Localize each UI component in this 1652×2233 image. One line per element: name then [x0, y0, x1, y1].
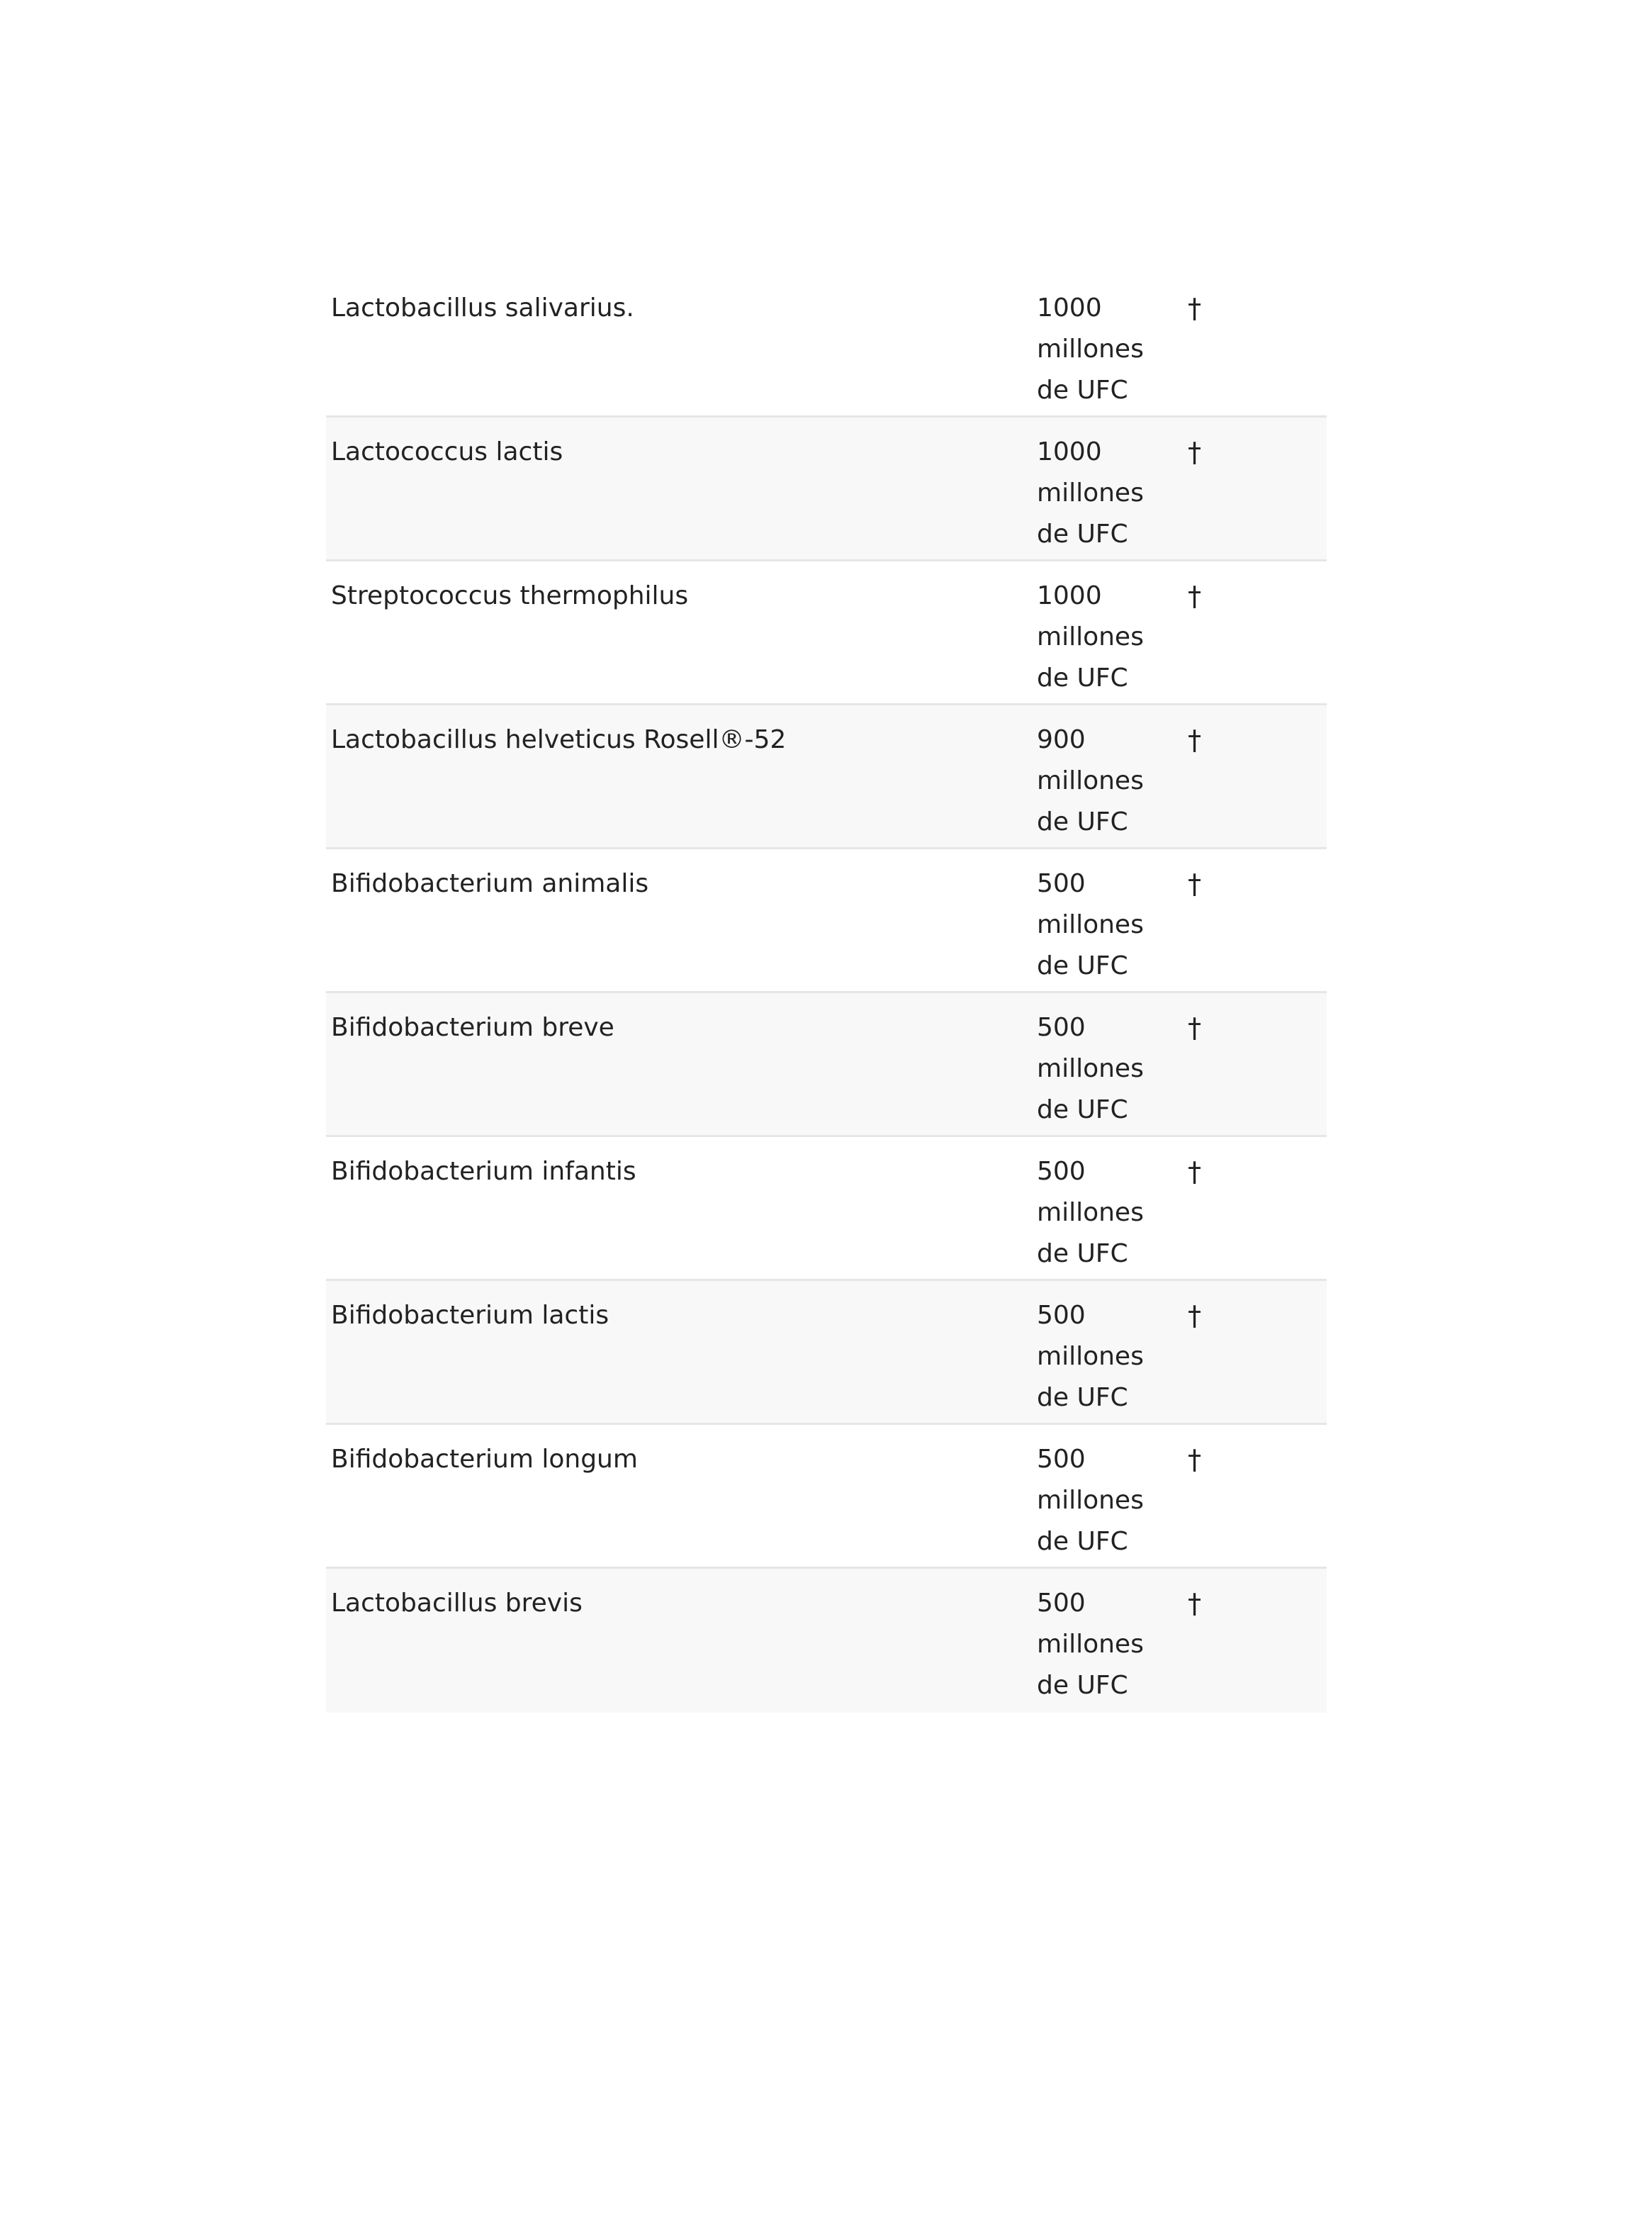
amount-value: 500: [1037, 869, 1086, 898]
strain-name: Lactobacillus brevis: [331, 1589, 583, 1618]
strain-amount: [1037, 863, 1157, 987]
amount-unit-suffix: de UFC: [1037, 664, 1128, 693]
table-row: [326, 993, 1327, 1137]
table-row: [326, 1281, 1327, 1425]
amount-unit-suffix: de UFC: [1037, 376, 1128, 405]
amount-unit: millones: [1037, 622, 1144, 651]
amount-unit: millones: [1037, 1198, 1144, 1227]
strain-amount: [1037, 1007, 1157, 1131]
amount-unit: millones: [1037, 478, 1144, 508]
amount-unit: millones: [1037, 335, 1144, 364]
amount-unit: millones: [1037, 1342, 1144, 1371]
amount-unit-suffix: de UFC: [1037, 1383, 1128, 1412]
dagger-mark: †: [1188, 1444, 1201, 1475]
amount-value: 500: [1037, 1445, 1086, 1474]
table-row: [326, 561, 1327, 705]
amount-unit-suffix: de UFC: [1037, 1527, 1128, 1556]
strain-amount: [1037, 1151, 1157, 1275]
amount-value: 1000: [1037, 293, 1102, 323]
dagger-mark: †: [1188, 1156, 1201, 1187]
table-row: [326, 274, 1327, 418]
probiotic-table: [326, 274, 1327, 1700]
strain-amount: [1037, 1295, 1157, 1418]
amount-value: 1000: [1037, 581, 1102, 610]
dagger-mark: †: [1188, 581, 1201, 612]
strain-name: Bifidobacterium lactis: [331, 1301, 609, 1330]
dagger-mark: †: [1188, 1300, 1201, 1331]
amount-value: 500: [1037, 1157, 1086, 1186]
dagger-mark: †: [1188, 1588, 1201, 1619]
strain-name: Streptococcus thermophilus: [331, 581, 689, 610]
strain-name: Lactococcus lactis: [331, 437, 563, 466]
amount-unit-suffix: de UFC: [1037, 807, 1128, 836]
dagger-mark: †: [1188, 437, 1201, 468]
strain-amount: [1037, 576, 1157, 699]
amount-unit-suffix: de UFC: [1037, 520, 1128, 549]
dagger-mark: †: [1188, 724, 1201, 756]
amount-unit: millones: [1037, 1486, 1144, 1515]
amount-unit: millones: [1037, 1630, 1144, 1659]
amount-value: 500: [1037, 1013, 1086, 1042]
table-row: [326, 849, 1327, 993]
strain-name: Bifidobacterium infantis: [331, 1157, 636, 1186]
strain-amount: [1037, 288, 1157, 411]
amount-unit: millones: [1037, 910, 1144, 939]
strain-name: Bifidobacterium animalis: [331, 869, 649, 898]
strain-name: Lactobacillus salivarius.: [331, 293, 634, 323]
strain-amount: [1037, 1439, 1157, 1562]
amount-value: 1000: [1037, 437, 1102, 466]
dagger-mark: †: [1188, 1012, 1201, 1043]
table-row: [326, 1425, 1327, 1569]
strain-amount: [1037, 432, 1157, 555]
amount-value: 900: [1037, 725, 1086, 754]
strain-amount: [1037, 720, 1157, 843]
amount-unit-suffix: de UFC: [1037, 1671, 1128, 1700]
amount-value: 500: [1037, 1301, 1086, 1330]
amount-unit: millones: [1037, 766, 1144, 795]
strain-name: Bifidobacterium breve: [331, 1013, 614, 1042]
dagger-mark: †: [1188, 293, 1201, 324]
table-row: [326, 705, 1327, 849]
amount-value: 500: [1037, 1589, 1086, 1618]
dagger-mark: †: [1188, 868, 1201, 900]
strain-name: Bifidobacterium longum: [331, 1445, 638, 1474]
amount-unit: millones: [1037, 1054, 1144, 1083]
table-row: [326, 1569, 1327, 1713]
strain-amount: [1037, 1583, 1157, 1706]
table-row: [326, 418, 1327, 561]
amount-unit-suffix: de UFC: [1037, 1239, 1128, 1268]
table-row: [326, 1137, 1327, 1281]
amount-unit-suffix: de UFC: [1037, 1095, 1128, 1124]
strain-name: Lactobacillus helveticus Rosell®-52: [331, 725, 787, 754]
amount-unit-suffix: de UFC: [1037, 951, 1128, 980]
